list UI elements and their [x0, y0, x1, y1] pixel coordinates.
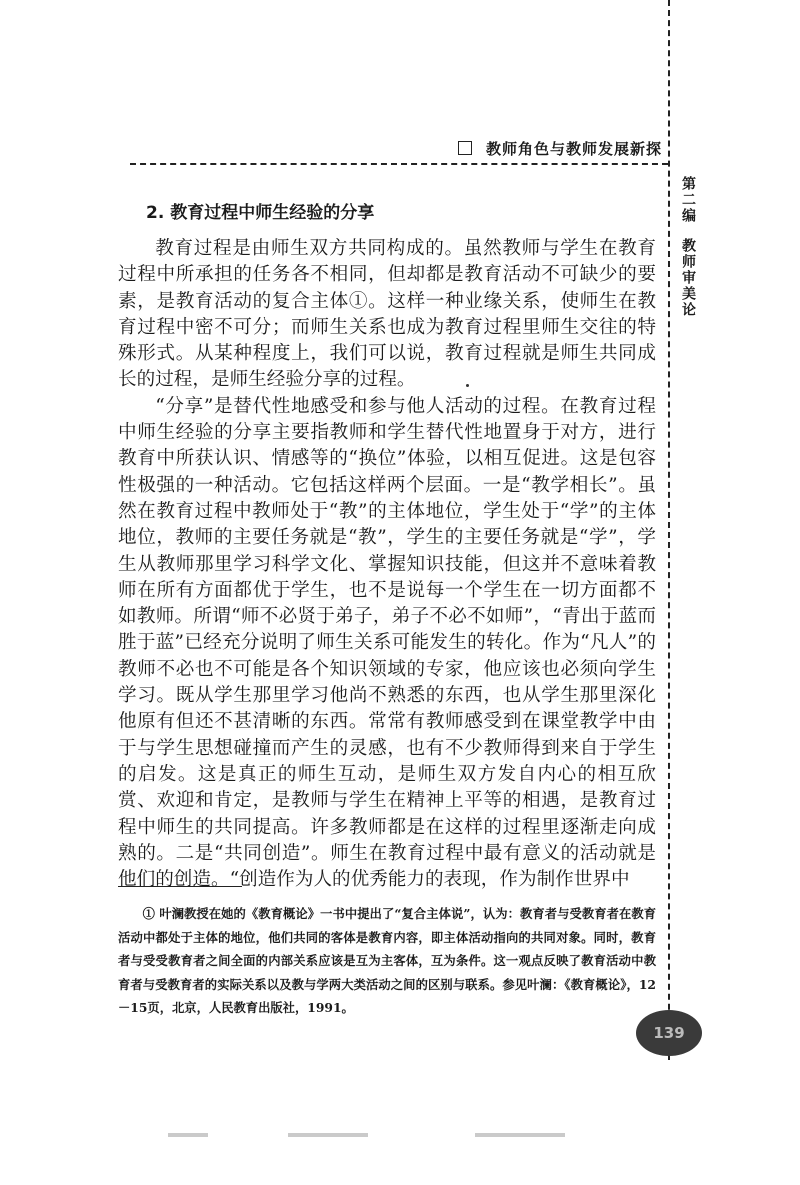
paragraph: 教育过程是由师生双方共同构成的。虽然教师与学生在教育过程中所承担的任务各不相同，但却都是教育活动不可缺少的要素，是教育活动的复合主体①。这样一种业缘关系，使师生在教育过程中密不可分；而师生关系也成为教育过程里师生交往的特殊形式。从某种程度上，我们可以说，教育过程就是师生共同成长的过程，是师生经验分享的过程。 [118, 238, 656, 391]
side-tab-part: 第二编 [680, 176, 696, 224]
side-tab-section: 教师审美论 [680, 238, 696, 318]
section-title: 2. 教育过程中师生经验的分享 [146, 203, 375, 223]
page-number-badge: 139 [636, 1010, 702, 1056]
body-text [118, 236, 656, 893]
scan-smudge [475, 1133, 565, 1137]
running-header-title: 教师角色与教师发展新探 [486, 140, 663, 158]
scan-smudge [168, 1133, 208, 1137]
paragraph: “分享”是替代性地感受和参与他人活动的过程。在教育过程中师生经验的分享主要指教师和学生替代性地置身于对方，进行教育中所获认识、情感等的“换位”体验，以相互促进。这是包容性极强的一种活动。它包括这样两个层面。一是“教学相长”。虽然在教育过程中教师处于“教”的主体地位，学生处于“学”的主体地位，教师的主要任务就是“教”，学生的主要任务就是“学”，学生从教师那里学习科学文化、掌握知识技能，但这并不意味着教师在所有方面都优于学生，也不是说每一个学生在一切方面都不如教师。所谓“师不必贤于弟子，弟子不必不如师”，“青出于蓝而胜于蓝”已经充分说明了师生关系可能发生的转化。作为“凡人”的教师不必也不可能是各个知识领域的专家，他应该也必须向学生学习。既从学生那里学习他尚不熟悉的东西，也从学生那里深化他原有但还不甚清晰的东西。常常有教师感受到在课堂教学中由于与学生思想碰撞而产生的灵感，也有不少教师得到来自于学生的启发。这是真正的师生互动，是师生双方发自内心的相互欣赏、欢迎和肯定，是教师与学生在精神上平等的相遇，是教育过程中师生的共同提高。许多教师都是在这样的过程里逐渐走向成熟的。二是“共同创造”。师生在教育过程中最有意义的活动就是他们的创造。“创造作为人的优秀能力的表现，作为制作世界中 [118, 395, 656, 891]
square-bullet-icon [458, 141, 472, 155]
running-header [458, 138, 662, 159]
header-dashed-rule [130, 163, 668, 165]
margin-dashed-line [668, 0, 670, 1060]
scan-smudge [288, 1133, 368, 1137]
footnote-rule [118, 886, 242, 887]
footnote-text: ① 叶澜教授在她的《教育概论》一书中提出了“复合主体说”，认为：教育者与受教育者在教育活动中都处于主体的地位，他们共同的客体是教育内容，即主体活动指向的共同对象。同时，教育者与受受教育者之间全面的内部关系应该是互为主客体，互为条件。这一观点反映了教育活动中教育者与受教育者的实际关系以及教与学两大类活动之间的区别与联系。参见叶澜：《教育概论》，12－15页，北京，人民教育出版社，1991。 [118, 906, 656, 1015]
footnote [118, 902, 656, 1020]
scan-speck [466, 384, 469, 387]
